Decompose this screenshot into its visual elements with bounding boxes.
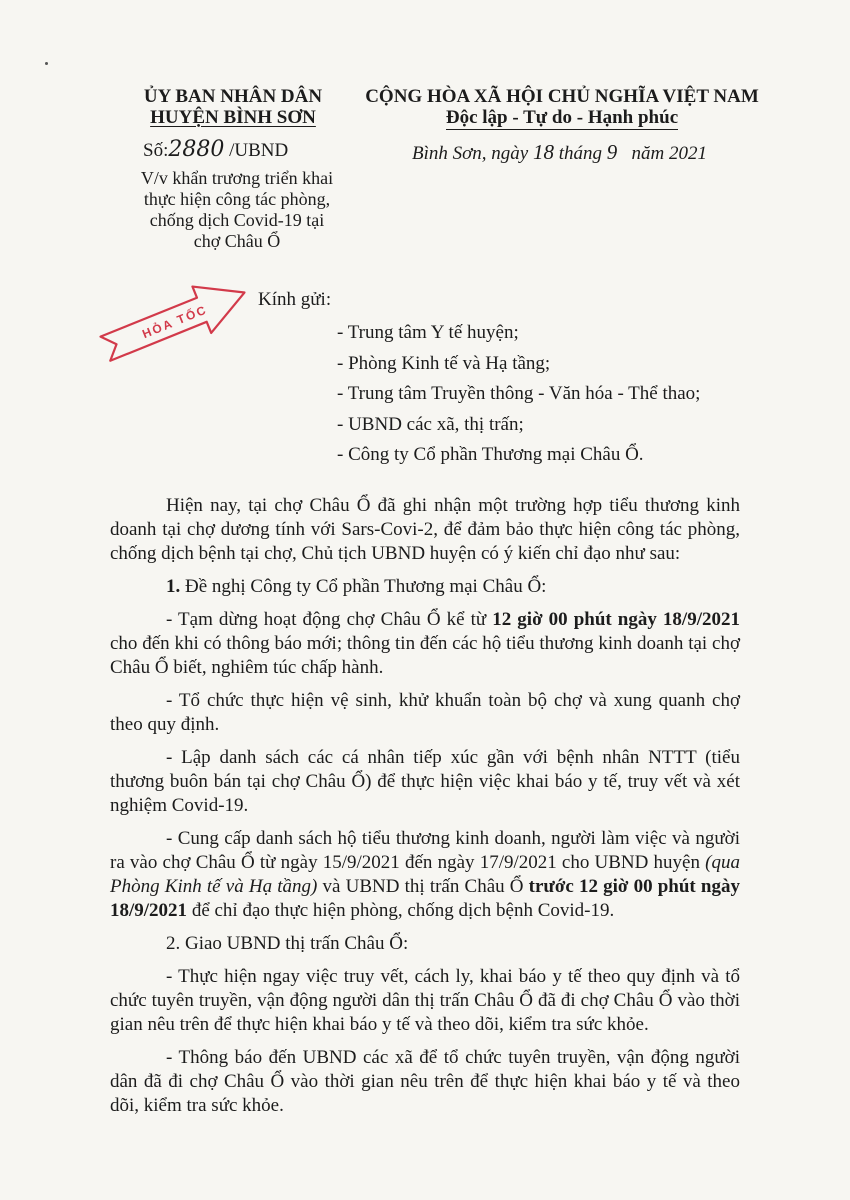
- text-run: cho đến khi có thông báo mới; thông tin đến các hộ tiểu thương kinh doanh tại chợ Châu Ổ biết, nghiêm túc chấp hành.: [110, 633, 740, 678]
- text-run: - Cung cấp danh sách hộ tiểu thương kinh doanh, người làm việc và người ra vào chợ Châu Ổ từ ngày 15/9/2021 đến ngày 17/9/2021 cho UBND huyện: [110, 828, 740, 873]
- section-1-item: [110, 827, 740, 923]
- urgent-stamp-icon: [92, 276, 257, 366]
- date-month: 9: [606, 140, 618, 164]
- number-suffix: /UBND: [229, 140, 289, 161]
- nation-title: CỘNG HÒA XÃ HỘI CHỦ NGHĨA VIỆT NAM: [365, 86, 759, 107]
- agency-name: ỦY BAN NHÂN DÂN: [143, 86, 323, 107]
- subject-line: thực hiện công tác phòng,: [143, 189, 331, 209]
- recipient-item: - Trung tâm Truyền thông - Văn hóa - Thể thao;: [337, 383, 701, 404]
- date-year: năm 2021: [631, 143, 707, 164]
- sub-agency-name: HUYỆN BÌNH SƠN: [150, 107, 316, 128]
- recipient-item: - Phòng Kinh tế và Hạ tầng;: [337, 352, 551, 374]
- section-1-heading: [110, 575, 740, 599]
- section-1-number: 1.: [166, 576, 181, 597]
- document-number: [143, 137, 288, 162]
- section-1-title: Đề nghị Công ty Cổ phần Thương mại Châu Ổ:: [180, 576, 547, 597]
- subject-line: V/v khẩn trương triển khai: [140, 168, 334, 188]
- recipients-label: Kính gửi:: [258, 289, 332, 310]
- section-2-item: - Thực hiện ngay việc truy vết, cách ly, khai báo y tế theo quy định và tổ chức tuyên truyền, vận động người dân thị trấn Châu Ổ đã đi chợ Châu Ổ vào thời gian nêu trên để thực hiện khai báo y tế và theo dõi, kiểm tra sức khỏe.: [110, 966, 740, 1035]
- text-run: - Tạm dừng hoạt động chợ Châu Ổ kể từ: [166, 609, 493, 630]
- deadline-bold: 12 giờ 00 phút ngày 18/9/2021: [492, 609, 740, 630]
- recipient-item: - Trung tâm Y tế huyện;: [337, 322, 519, 343]
- scan-speck: [45, 62, 48, 65]
- section-2-item: - Thông báo đến UBND các xã để tổ chức tuyên truyền, vận động người dân đã đi chợ Châu Ổ vào thời gian nêu trên để thực hiện khai báo y tế và theo dõi, kiểm tra sức khỏe.: [110, 1047, 740, 1116]
- recipient-item: - Công ty Cổ phần Thương mại Châu Ổ.: [337, 444, 644, 465]
- national-header: [352, 86, 772, 130]
- italic-note: (qua Phòng Kinh tế và Hạ tầng): [110, 852, 740, 897]
- section-1-item: - Tổ chức thực hiện vệ sinh, khử khuẩn toàn bộ chợ và xung quanh chợ theo quy định.: [110, 690, 740, 735]
- text-run: và UBND thị trấn Châu Ổ: [317, 876, 529, 897]
- deadline-bold: trước 12 giờ 00 phút ngày 18/9/2021: [110, 876, 740, 921]
- intro-paragraph: Hiện nay, tại chợ Châu Ổ đã ghi nhận một trường hợp tiểu thương kinh doanh tại chợ dương tính với Sars-Covi-2, để đảm bảo thực hiện công tác phòng, chống dịch bệnh tại chợ, Chủ tịch UBND huyện có ý kiến chỉ đạo như sau:: [110, 495, 740, 564]
- subject-block: [132, 168, 342, 252]
- stamp-text: HỎA TỐC: [140, 302, 210, 342]
- subject-line: chợ Châu Ổ: [193, 231, 281, 251]
- national-motto: Độc lập - Tự do - Hạnh phúc: [445, 107, 679, 128]
- section-2-heading: 2. Giao UBND thị trấn Châu Ổ:: [166, 933, 409, 954]
- dateline: [412, 140, 707, 165]
- recipients-list: [337, 318, 700, 471]
- date-place: Bình Sơn, ngày: [412, 143, 529, 164]
- document-body: [110, 494, 740, 1127]
- date-day: 18: [532, 140, 554, 164]
- number-prefix: Số:: [143, 140, 169, 161]
- issuing-agency-block: [128, 86, 338, 128]
- recipient-item: - UBND các xã, thị trấn;: [337, 413, 524, 435]
- text-run: để chỉ đạo thực hiện phòng, chống dịch bệnh Covid-19.: [187, 900, 615, 921]
- section-1-item: - Lập danh sách các cá nhân tiếp xúc gần với bệnh nhân NTTT (tiểu thương buôn bán tại chợ Châu Ổ) để thực hiện việc khai báo y tế, truy vết và xét nghiệm Covid-19.: [110, 747, 740, 816]
- section-1-item: [110, 608, 740, 680]
- date-month-label: tháng: [558, 143, 602, 164]
- number-handwritten: 2880: [168, 137, 225, 162]
- subject-line: chống dịch Covid-19 tại: [149, 210, 325, 230]
